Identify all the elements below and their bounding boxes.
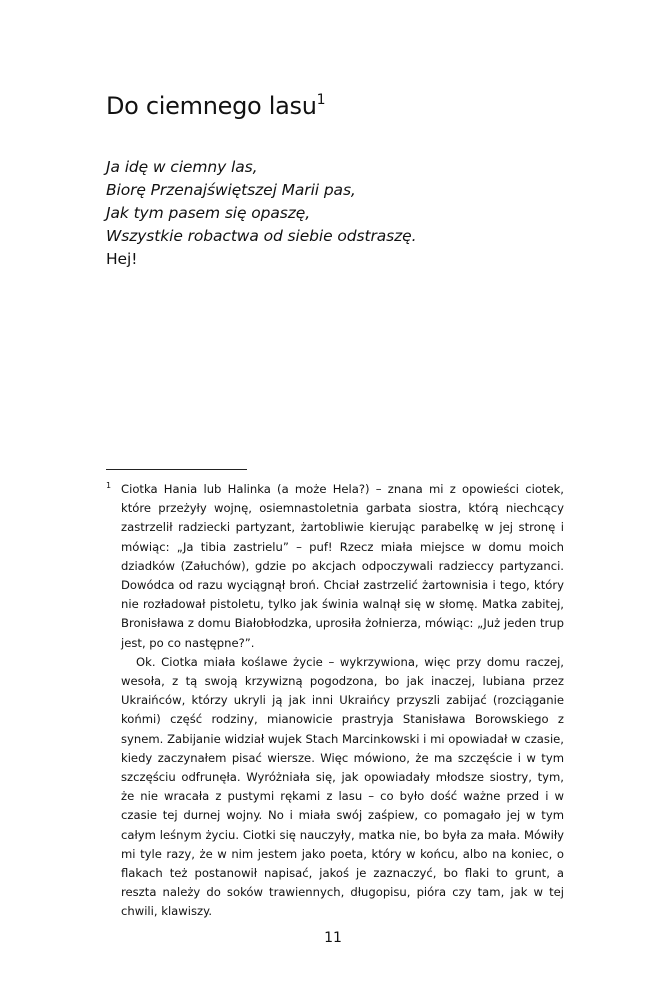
footnote-divider: [106, 469, 247, 470]
footnote-paragraph: Ok. Ciotka miała koślawe życie – wykrzywiona, więc przy domu raczej, wesoła, z tą swoją krzywizną pogodzona, bo jak inaczej, lubiana przez Ukraińców, którzy ukryli ją jak inni Ukraińcy przyszli zabijać (rozciąganie końmi) część rodziny, mianowicie prastryja Stanisława Borowskiego z synem. Zabijanie widział wujek Stach Marcinkowski i mi opowiadał w czasie, kiedy zaczynałem pisać wiersze. Więc mówiono, że ma szczęście i w tym szczęściu odfrunęła. Wyróżniała się, jak opowiadały młodsze siostry, tym, że nie wracała z pustymi rękami z lasu – co było dość ważne przed i w czasie tej durnej wojny. No i miała swój zaśpiew, co pomagało jej w tym całym leśnym życiu. Ciotki się nauczyły, matka nie, bo była za mała. Mówiły mi tyle razy, że w nim jestem jako poeta, który w końcu, albo na koniec, o flakach też postanowił napisać, jakoś je zaznaczyć, bo flaki to grunt, a reszta należy do soków trawiennych, długopisu, pióra czy tam, jak w tej chwili, klawiszy.: [121, 654, 564, 919]
footnote: [106, 480, 564, 922]
chapter-title-text: Do ciemnego lasu: [106, 92, 317, 120]
page-number: 11: [324, 930, 342, 946]
poem-line: Hej!: [106, 250, 138, 268]
poem: [106, 156, 586, 271]
footnote-text: Ciotka Hania lub Halinka (a może Hela?) – znana mi z opowieści ciotek, które przeżyły wojnę, osiemnastoletnia garbata siostra, którą niechcący zastrzelił radziecki partyzant, żartobliwie kierując parabelkę w jej stronę i mówiąc: „Ja tibia zastrielu” – puf! Rzecz miała miejsce w domu moich dziadków (Załuchów), gdzie po akcjach odpoczywali radzieccy partyzanci. Dowódca od razu wyciągnął broń. Chciał zastrzelić żartownisia i tego, który nie rozładował pistoletu, tylko jak świnia walnął się w słomę. Matka zabitej, Bronisława z domu Białobłodzka, uprosiła żołnierza, mówiąc: „Już jeden trup jest, po co następne?”.: [121, 482, 564, 650]
chapter-title: [106, 90, 325, 122]
poem-line: Wszystkie robactwa od siebie odstraszę.: [106, 227, 417, 245]
footnote-reference: 1: [316, 92, 326, 108]
footnote-paragraph: 1 Ciotka Hania lub Halinka (a może Hela?) – znana mi z opowieści ciotek, które przeżyły wojnę, osiemnastoletnia garbata siostra, którą niechcący zastrzelił radziecki partyzant, żartobliwie kierując parabelkę w jej stronę i mówiąc: „Ja tibia zastrielu” – puf! Rzecz miała miejsce w domu moich dziadków (Załuchów), gdzie po akcjach odpoczywali radzieccy partyzanci. Dowódca od razu wyciągnął broń. Chciał zastrzelić żartownisia i tego, który nie rozładował pistoletu, tylko jak świnia walnął się w słomę. Matka zabitej, Bronisława z domu Białobłodzka, uprosiła żołnierza, mówiąc: „Już jeden trup jest, po co następne?”.: [106, 481, 564, 650]
poem-line: Jak tym pasem się opaszę,: [106, 204, 311, 222]
poem-line: Ja idę w ciemny las,: [106, 158, 258, 176]
poem-line: Biorę Przenajświętszej Marii pas,: [106, 181, 356, 199]
